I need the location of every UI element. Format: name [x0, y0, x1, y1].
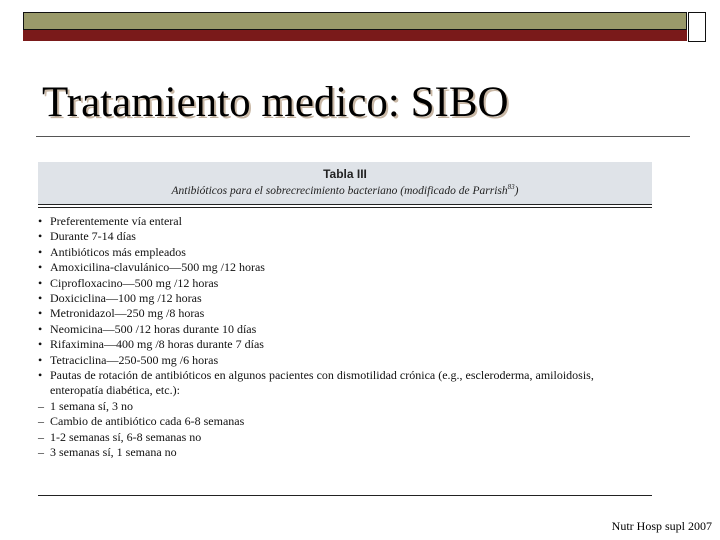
table-header [38, 162, 652, 205]
list-item [38, 445, 652, 460]
dash-marker: – [38, 414, 44, 429]
list-item-text: Rifaximina—400 mg /8 horas durante 7 días [50, 337, 264, 352]
list-item-text: 1-2 semanas sí, 6-8 semanas no [50, 429, 202, 444]
table-subtitle [38, 181, 652, 197]
list-item-text: Metronidazol—250 mg /8 horas [50, 306, 205, 321]
list-item [38, 291, 652, 306]
list-item-text: Antibióticos más empleados [50, 244, 186, 259]
table-subtitle-close: ) [514, 184, 519, 197]
bullet-marker: • [38, 244, 43, 259]
slide-title: Tratamiento medico: SIBO [42, 79, 509, 126]
list-item-text: Cambio de antibiótico cada 6-8 semanas [50, 414, 245, 429]
table-bottom-rule [38, 495, 652, 496]
list-item [38, 399, 652, 414]
table-rows [38, 208, 652, 461]
antibiotics-table [38, 162, 652, 496]
list-item [38, 368, 652, 399]
list-item [38, 430, 652, 445]
list-item-text: Tetraciclina—250-500 mg /6 horas [50, 352, 219, 367]
table-subtitle-text: Antibióticos para el sobrecrecimiento bacteriano (modificado de Parrish [171, 184, 508, 197]
list-item [38, 306, 652, 321]
dash-marker: – [38, 398, 44, 413]
bullet-marker: • [38, 275, 43, 290]
title-divider [36, 136, 690, 137]
bullet-marker: • [38, 352, 43, 367]
bullet-marker: • [38, 368, 43, 383]
list-item [38, 414, 652, 429]
list-item-text: Pautas de rotación de antibióticos en algunos pacientes con dismotilidad crónica (e.g., escleroderma, amiloidosis, enteropatía diabética, etc.): [50, 368, 594, 398]
list-item [38, 260, 652, 275]
list-item-text: Preferentemente vía enteral [50, 214, 182, 228]
bullet-marker: • [38, 306, 43, 321]
list-item-text: Durante 7-14 días [50, 229, 136, 244]
list-item-text: Amoxicilina-clavulánico—500 mg /12 horas [50, 260, 265, 275]
bullet-marker: • [38, 337, 43, 352]
list-item [38, 214, 652, 229]
bullet-marker: • [38, 214, 43, 228]
source-citation: Nutr Hosp supl 2007 [611, 519, 712, 533]
list-item-text: Neomicina—500 /12 horas durante 10 días [50, 321, 257, 336]
bullet-marker: • [38, 260, 43, 275]
list-item [38, 322, 652, 337]
list-item-text: Ciprofloxacino—500 mg /12 horas [50, 275, 219, 290]
list-item-text: 1 semana sí, 3 no [50, 398, 133, 413]
header-bar-maroon [23, 30, 687, 41]
list-item [38, 229, 652, 244]
bullet-marker: • [38, 229, 43, 244]
table-subtitle-reference: 83 [507, 183, 515, 191]
bullet-marker: • [38, 321, 43, 336]
table-title: Tabla III [323, 167, 367, 181]
dash-marker: – [38, 429, 44, 444]
header-bar-olive [23, 12, 687, 30]
list-item [38, 276, 652, 291]
header-corner-square [688, 12, 706, 42]
dash-marker: – [38, 445, 44, 460]
list-item [38, 245, 652, 260]
list-item-text: 3 semanas sí, 1 semana no [50, 445, 177, 460]
bullet-marker: • [38, 291, 43, 306]
list-item [38, 353, 652, 368]
list-item [38, 337, 652, 352]
list-item-text: Doxiciclina—100 mg /12 horas [50, 291, 202, 306]
